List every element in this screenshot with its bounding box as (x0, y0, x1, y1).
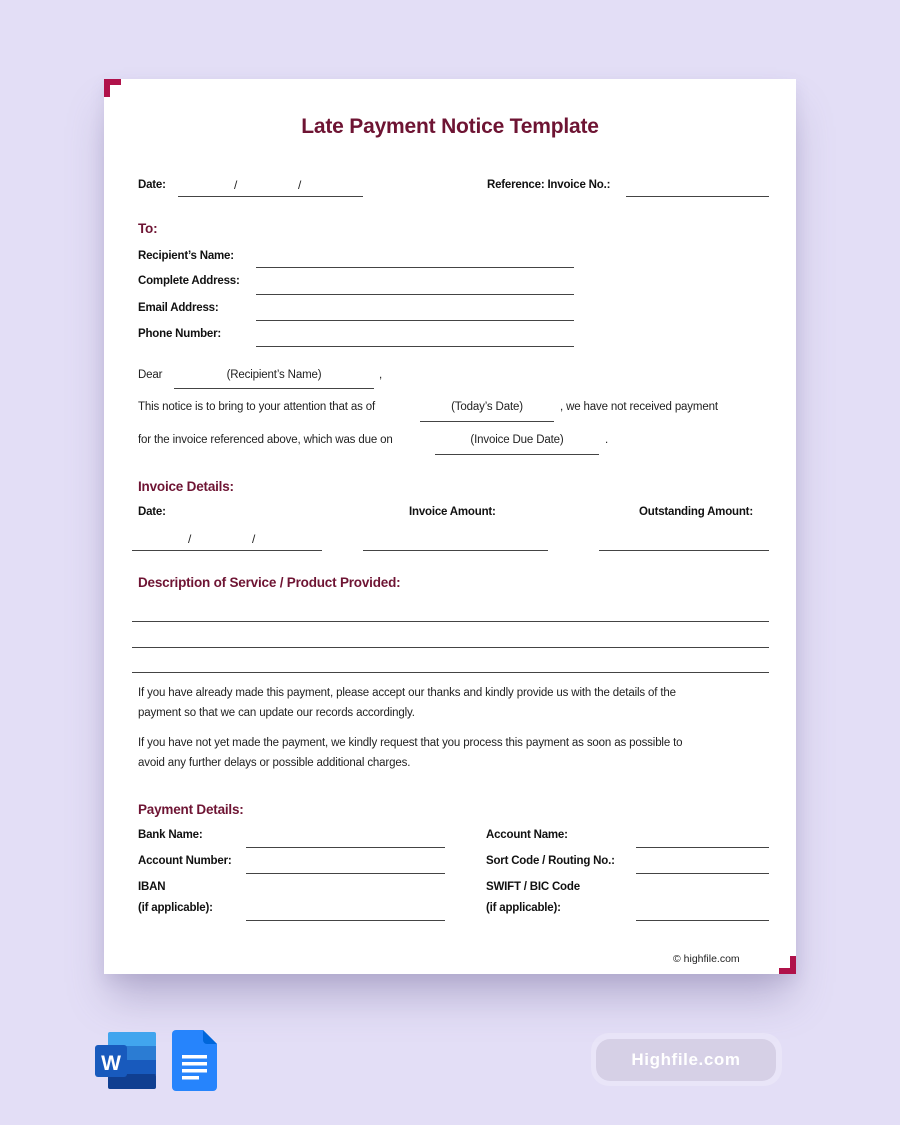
notice-text-line2: for the invoice referenced above, which was due on (138, 434, 393, 446)
corner-mark-bottom-right (779, 956, 796, 974)
sort-code-label: Sort Code / Routing No.: (486, 855, 615, 867)
paragraph-paid-line1: If you have already made this payment, please accept our thanks and kindly provide us with the details of the (138, 687, 676, 699)
email-address-label: Email Address: (138, 302, 219, 314)
invoice-date-label: Date: (138, 506, 166, 518)
brand-badge[interactable]: Highfile.com (596, 1039, 776, 1081)
reference-invoice-label: Reference: Invoice No.: (487, 179, 611, 191)
salutation-name-field[interactable] (174, 388, 374, 389)
date-separator: / (188, 532, 192, 546)
account-number-label: Account Number: (138, 855, 232, 867)
description-line[interactable] (132, 621, 769, 622)
recipient-name-placeholder: (Recipient’s Name) (226, 369, 322, 381)
todays-date-field[interactable] (420, 421, 554, 422)
complete-address-label: Complete Address: (138, 275, 240, 287)
salutation-comma: , (379, 369, 383, 381)
date-separator: / (252, 532, 256, 546)
iban-label: IBAN (138, 881, 166, 893)
outstanding-amount-field[interactable] (599, 550, 769, 551)
phone-number-field[interactable] (256, 346, 574, 347)
payment-details-heading: Payment Details: (138, 802, 244, 817)
date-field[interactable] (178, 196, 363, 197)
paragraph-paid-line2: payment so that we can update our records accordingly. (138, 707, 415, 719)
paragraph-unpaid-line1: If you have not yet made the payment, we kindly request that you process this payment as soon as possible to (138, 737, 683, 749)
invoice-amount-field[interactable] (363, 550, 548, 551)
swift-bic-label: SWIFT / BIC Code (486, 881, 580, 893)
account-name-field[interactable] (636, 847, 769, 848)
email-address-field[interactable] (256, 320, 574, 321)
invoice-amount-label: Invoice Amount: (409, 506, 496, 518)
date-separator: / (298, 178, 302, 192)
to-heading: To: (138, 221, 158, 236)
notice-text-line1-end: , we have not received payment (560, 401, 718, 413)
date-label: Date: (138, 179, 166, 191)
iban-field[interactable] (246, 920, 445, 921)
copyright-text: © highfile.com (673, 953, 740, 965)
outstanding-amount-label: Outstanding Amount: (639, 506, 753, 518)
page-title: Late Payment Notice Template (301, 115, 599, 138)
recipient-name-label: Recipient’s Name: (138, 250, 234, 262)
account-number-field[interactable] (246, 873, 445, 874)
date-separator: / (234, 178, 238, 192)
description-line[interactable] (132, 647, 769, 648)
bank-name-field[interactable] (246, 847, 445, 848)
sort-code-field[interactable] (636, 873, 769, 874)
complete-address-field[interactable] (256, 294, 574, 295)
svg-text:W: W (101, 1052, 121, 1075)
iban-label-note: (if applicable): (138, 902, 213, 914)
salutation: Dear (138, 369, 163, 381)
invoice-details-heading: Invoice Details: (138, 479, 234, 494)
swift-bic-label-note: (if applicable): (486, 902, 561, 914)
invoice-due-date-placeholder: (Invoice Due Date) (470, 434, 564, 446)
invoice-date-field[interactable] (132, 550, 322, 551)
word-icon (94, 1031, 157, 1090)
bank-name-label: Bank Name: (138, 829, 203, 841)
invoice-due-date-field[interactable] (435, 454, 599, 455)
phone-number-label: Phone Number: (138, 328, 222, 340)
description-heading: Description of Service / Product Provided: (138, 575, 401, 590)
todays-date-placeholder: (Today’s Date) (451, 401, 523, 413)
swift-bic-field[interactable] (636, 920, 769, 921)
description-line[interactable] (132, 672, 769, 673)
google-docs-icon (172, 1030, 217, 1091)
corner-mark-top-left (104, 79, 121, 97)
document-page (104, 79, 796, 974)
invoice-number-field[interactable] (626, 196, 769, 197)
account-name-label: Account Name: (486, 829, 568, 841)
notice-text-line1: This notice is to bring to your attention that as of (138, 401, 376, 413)
notice-text-line2-end: . (605, 434, 609, 446)
paragraph-unpaid-line2: avoid any further delays or possible additional charges. (138, 757, 411, 769)
recipient-name-field[interactable] (256, 267, 574, 268)
